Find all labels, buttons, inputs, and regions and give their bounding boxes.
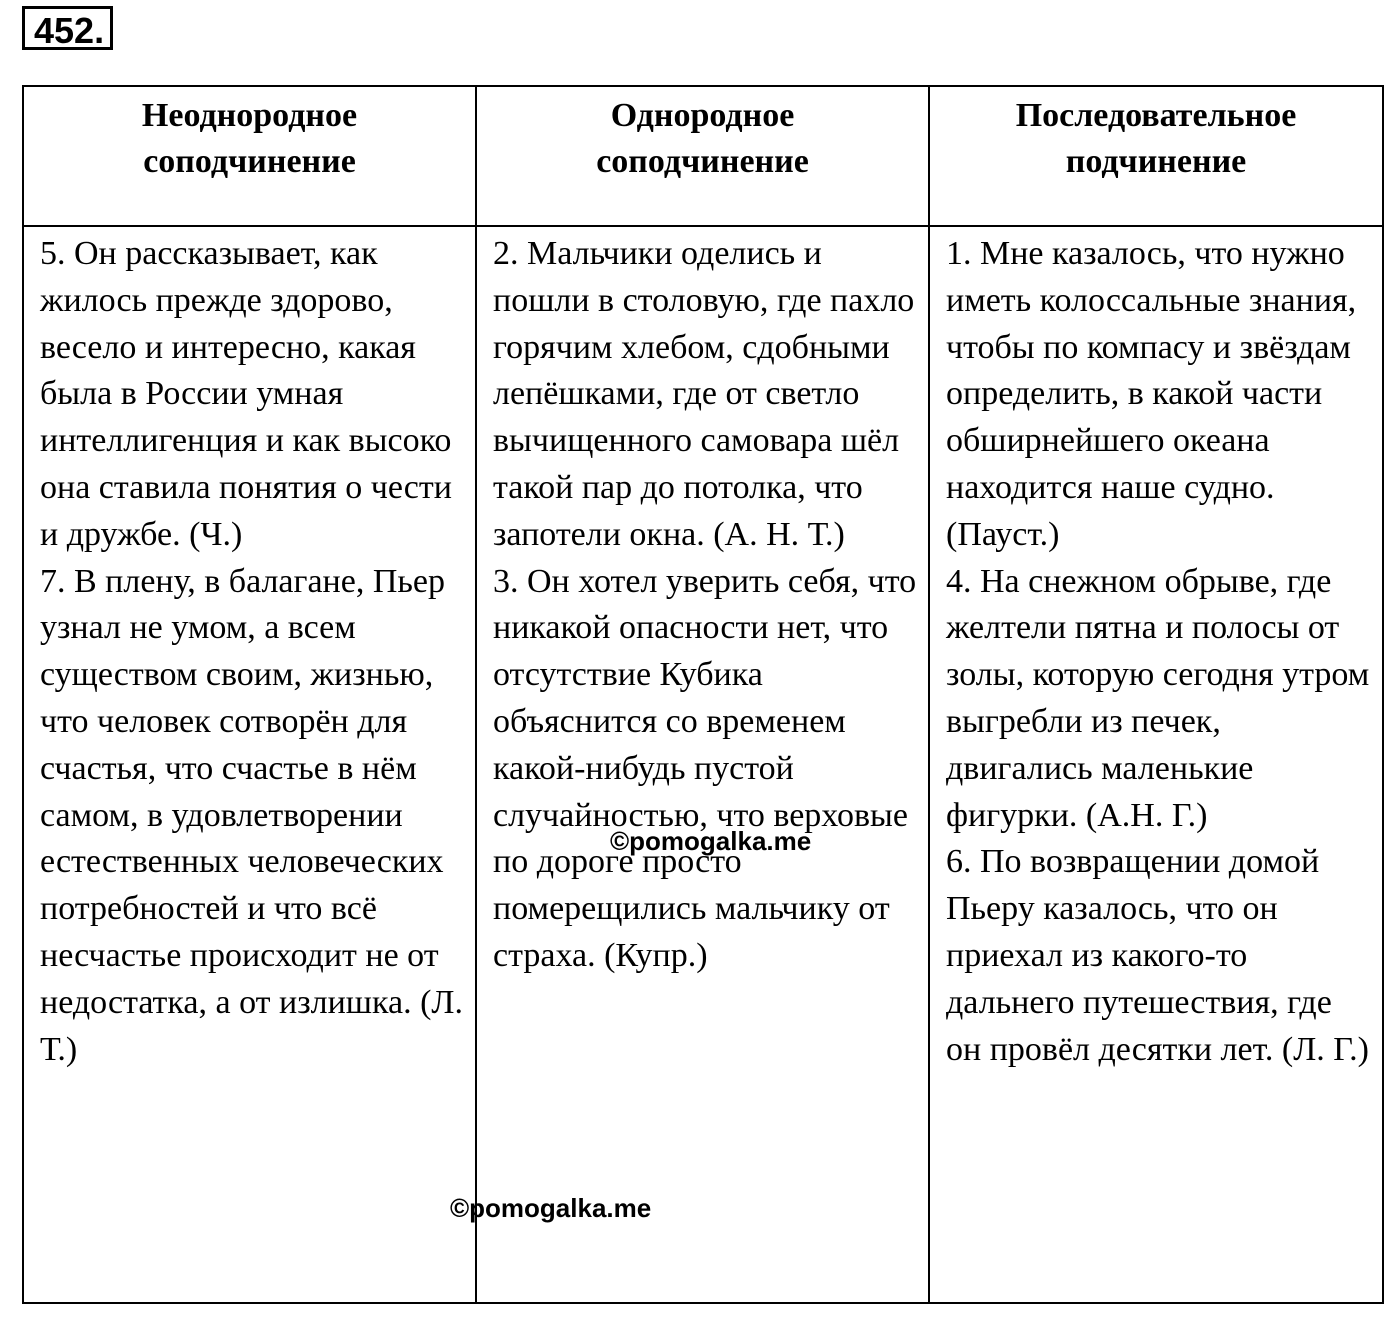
header-line: Однородное bbox=[610, 97, 795, 134]
header-line: подчинение bbox=[1065, 143, 1247, 180]
watermark: ©pomogalka.me bbox=[610, 826, 812, 856]
watermark: ©pomogalka.me bbox=[450, 1193, 652, 1223]
column-sequential bbox=[929, 226, 1383, 1303]
column-heterogeneous bbox=[23, 226, 476, 1303]
sentence-4: 4. На снежном обрыве, где желтели пятна и полосы от золы, которую сегодня утром выгребли из печек, двигались маленькие фигурки. (А.Н. Г.) bbox=[946, 562, 1370, 834]
column-homogeneous bbox=[476, 226, 929, 1303]
sentence-2: 2. Мальчики оделись и пошли в столовую, где пахло горячим хлебом, сдобными лепёшками, где от светло вычищенного самовара шёл такой пар до потолка, что запотели окна. (А. Н. Т.) bbox=[493, 235, 915, 553]
sentence-7: 7. В плену, в балагане, Пьер узнал не умом, а всем существом своим, жизнью, что человек сотворён для счастья, что счастье в нём самом, в удовлетворении естественных человеческих потребностей и что всё несчастье происходит не от недостатка, а от излишка. (Л. Т.) bbox=[40, 562, 463, 1068]
header-line: Последовательное bbox=[1015, 97, 1297, 134]
header-sequential bbox=[929, 86, 1383, 226]
sentence-5: 5. Он рассказывает, как жилось прежде здорово, весело и интересно, какая была в России умная интеллигенция и как высоко она ставила понятия о чести и дружбе. (Ч.) bbox=[40, 235, 452, 553]
header-line: соподчинение bbox=[143, 143, 356, 180]
header-heterogeneous bbox=[23, 86, 476, 226]
table-body-row bbox=[23, 226, 1383, 1303]
header-line: Неоднородное bbox=[141, 97, 358, 134]
sentence-1: 1. Мне казалось, что нужно иметь колоссальные знания, чтобы по компасу и звёздам определить, в какой части обширнейшего океана находится наше судно. (Пауст.) bbox=[946, 235, 1357, 553]
table-header-row bbox=[23, 86, 1383, 226]
classification-table bbox=[22, 85, 1384, 1304]
header-homogeneous bbox=[476, 86, 929, 226]
exercise-number: 452. bbox=[22, 6, 113, 50]
sentence-6: 6. По возвращении домой Пьеру казалось, что он приехал из какого-то дальнего путешествия, где он провёл десятки лет. (Л. Г.) bbox=[946, 843, 1369, 1068]
sentence-3: 3. Он хотел уверить себя, что никакой опасности нет, что отсутствие Кубика объяснится со временем какой-нибудь пустой случайностью, что верховые по дороге просто померещились мальчику от страха. (Купр.) bbox=[493, 562, 917, 974]
header-line: соподчинение bbox=[596, 143, 809, 180]
